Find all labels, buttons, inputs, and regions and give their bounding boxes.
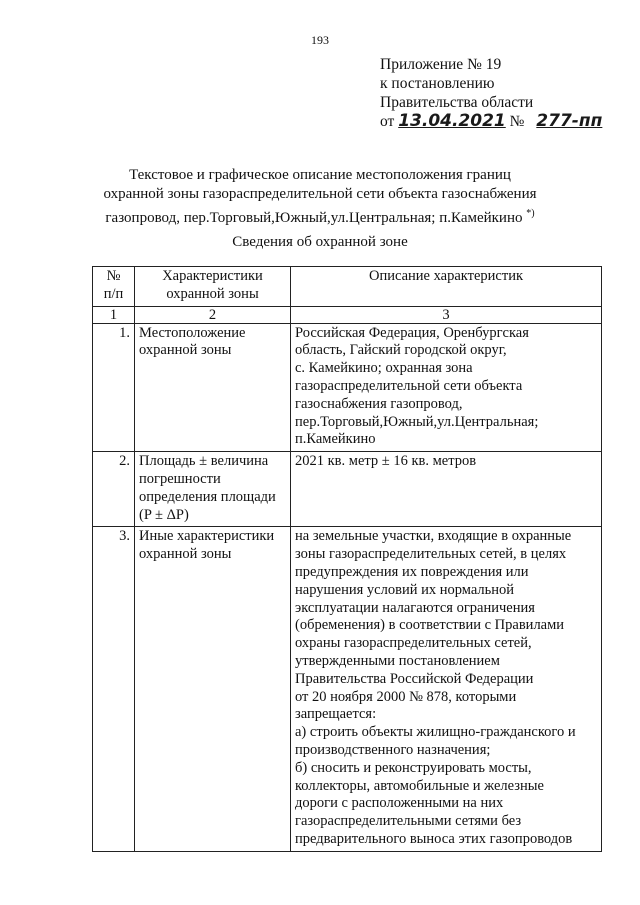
table-row — [93, 452, 602, 527]
handwritten-date: 13.04.2021 — [398, 111, 506, 131]
row-characteristic: Иные характеристики охранной зоны — [135, 527, 291, 851]
title-line-3-text: газопровод, пер.Торговый,Южный,ул.Центральная; п.Камейкино — [105, 210, 523, 226]
title-line-2: охранной зоны газораспределительной сети объекта газоснабжения — [103, 186, 537, 202]
row-description: на земельные участки, входящие в охранные зоны газораспределительных сетей, в целях предупреждения их повреждения или нарушения условий их нормальной эксплуатации налагаются ограничения (обременения) в соответствии с Правилами охраны газораспределительных сетей, утвержденными постановлением Правительства Российской Федерации от 20 ноября 2000 № 878, которыми запрещается: а) строить объекты жилищно-гражданского и производственного назначения; б) сносить и реконструировать мосты, коллекторы, автомобильные и железные дороги с расположенными на них газораспределительными сетями без предварительного выноса этих газопроводов — [291, 527, 602, 851]
appendix-from-prefix: от — [380, 113, 395, 130]
handwritten-number: 277-пп — [536, 111, 603, 131]
column-number-2: 2 — [135, 306, 291, 323]
row-number: 2. — [93, 452, 135, 527]
column-number-1: 1 — [93, 306, 135, 323]
table-row — [93, 323, 602, 452]
appendix-line-2: к постановлению — [380, 75, 495, 92]
header-characteristics: Характеристики охранной зоны — [135, 267, 291, 307]
column-number-row — [93, 306, 602, 323]
appendix-line-3: Правительства области — [380, 94, 534, 111]
protection-zone-table — [92, 266, 602, 852]
column-number-3: 3 — [291, 306, 602, 323]
appendix-block — [380, 55, 616, 131]
header-description: Описание характеристик — [291, 267, 602, 307]
document-title — [0, 166, 640, 228]
table-row — [93, 527, 602, 851]
appendix-line-1: Приложение № 19 — [380, 56, 502, 73]
header-number: № п/п — [93, 267, 135, 307]
row-description: Российская Федерация, Оренбургская область, Гайский городской округ, с. Камейкино; охранная зона газораспределительной сети объекта газоснабжения газопровод, пер.Торговый,Южный,ул.Центральная; п.Камейкино — [291, 323, 602, 452]
row-number: 1. — [93, 323, 135, 452]
number-sign: № — [509, 113, 525, 130]
row-characteristic: Местоположение охранной зоны — [135, 323, 291, 452]
row-description: 2021 кв. метр ± 16 кв. метров — [291, 452, 602, 527]
row-characteristic: Площадь ± величина погрешности определения площади (P ± ΔP) — [135, 452, 291, 527]
section-subtitle: Сведения об охранной зоне — [232, 234, 408, 250]
title-line-3 — [0, 204, 640, 228]
row-number: 3. — [93, 527, 135, 851]
title-line-1: Текстовое и графическое описание местоположения границ — [129, 167, 511, 183]
footnote-mark: *) — [526, 208, 535, 219]
table-header-row — [93, 267, 602, 307]
page-number: 193 — [311, 33, 329, 47]
appendix-line-4 — [380, 112, 616, 131]
